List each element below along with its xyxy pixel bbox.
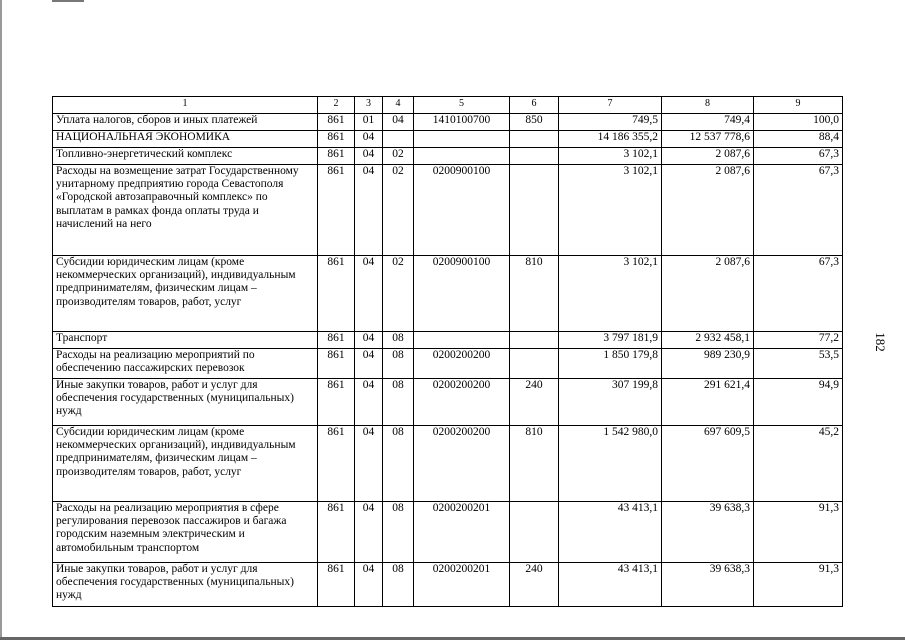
cell-actual: 749,4 — [662, 114, 754, 131]
col-header-7: 7 — [559, 97, 662, 114]
cell-actual: 291 621,4 — [662, 379, 754, 426]
cell-ved: 861 — [318, 148, 355, 165]
cell-planned: 3 102,1 — [559, 256, 662, 332]
cell-planned: 14 186 355,2 — [559, 131, 662, 148]
cell-razdel: 04 — [355, 426, 383, 502]
row-name: Расходы на реализацию мероприятий по обеспечению пассажирских перевозок — [53, 349, 318, 379]
cell-podrazdel: 02 — [383, 256, 414, 332]
col-header-2: 2 — [318, 97, 355, 114]
table-row — [53, 165, 843, 256]
cell-ved: 861 — [318, 502, 355, 563]
col-header-8: 8 — [662, 97, 754, 114]
cell-vr — [510, 349, 559, 379]
cell-planned: 307 199,8 — [559, 379, 662, 426]
cell-percent: 77,2 — [754, 332, 843, 349]
cell-planned: 749,5 — [559, 114, 662, 131]
cell-csr — [414, 131, 510, 148]
cell-percent: 91,3 — [754, 502, 843, 563]
cell-csr: 0200200200 — [414, 379, 510, 426]
row-name: НАЦИОНАЛЬНАЯ ЭКОНОМИКА — [53, 131, 318, 148]
cell-planned: 43 413,1 — [559, 502, 662, 563]
cell-planned: 3 102,1 — [559, 148, 662, 165]
cell-percent: 53,5 — [754, 349, 843, 379]
cell-percent: 67,3 — [754, 148, 843, 165]
row-name: Уплата налогов, сборов и иных платежей — [53, 114, 318, 131]
cell-actual: 697 609,5 — [662, 426, 754, 502]
cell-vr: 850 — [510, 114, 559, 131]
cell-ved: 861 — [318, 379, 355, 426]
cell-ved: 861 — [318, 349, 355, 379]
top-rule — [52, 0, 84, 2]
cell-podrazdel: 08 — [383, 349, 414, 379]
table-row — [53, 114, 843, 131]
cell-csr: 1410100700 — [414, 114, 510, 131]
col-header-5: 5 — [414, 97, 510, 114]
row-name: Иные закупки товаров, работ и услуг для обеспечения государственных (муниципальных) нужд — [53, 563, 318, 607]
cell-razdel: 04 — [355, 165, 383, 256]
cell-actual: 989 230,9 — [662, 349, 754, 379]
page-number: 182 — [873, 332, 888, 352]
col-header-6: 6 — [510, 97, 559, 114]
cell-csr — [414, 332, 510, 349]
cell-percent: 94,9 — [754, 379, 843, 426]
cell-vr — [510, 131, 559, 148]
col-header-3: 3 — [355, 97, 383, 114]
table-row — [53, 563, 843, 607]
cell-podrazdel: 08 — [383, 563, 414, 607]
row-name: Субсидии юридическим лицам (кроме некоммерческих организаций), индивидуальным предпринимателям, физическим лицам – производителям товаров, работ, услуг — [53, 426, 318, 502]
cell-planned: 3 102,1 — [559, 165, 662, 256]
table-row — [53, 131, 843, 148]
cell-razdel: 04 — [355, 349, 383, 379]
table-row — [53, 349, 843, 379]
cell-csr — [414, 148, 510, 165]
cell-podrazdel: 08 — [383, 332, 414, 349]
cell-podrazdel — [383, 131, 414, 148]
cell-ved: 861 — [318, 114, 355, 131]
cell-razdel: 01 — [355, 114, 383, 131]
cell-percent: 67,3 — [754, 165, 843, 256]
cell-actual: 39 638,3 — [662, 563, 754, 607]
cell-planned: 43 413,1 — [559, 563, 662, 607]
cell-ved: 861 — [318, 332, 355, 349]
cell-actual: 39 638,3 — [662, 502, 754, 563]
cell-csr: 0200200200 — [414, 349, 510, 379]
cell-podrazdel: 02 — [383, 165, 414, 256]
cell-podrazdel: 08 — [383, 379, 414, 426]
table-row — [53, 256, 843, 332]
cell-podrazdel: 08 — [383, 426, 414, 502]
cell-percent: 100,0 — [754, 114, 843, 131]
cell-percent: 45,2 — [754, 426, 843, 502]
row-name: Расходы на возмещение затрат Государственному унитарному предприятию города Севастополя «Городской автозаправочный комплекс» по выплатам в рамках фонда оплаты труда и начислений на него — [53, 165, 318, 256]
cell-ved: 861 — [318, 131, 355, 148]
cell-vr: 810 — [510, 256, 559, 332]
cell-actual: 2 087,6 — [662, 256, 754, 332]
cell-ved: 861 — [318, 165, 355, 256]
cell-podrazdel: 02 — [383, 148, 414, 165]
cell-razdel: 04 — [355, 502, 383, 563]
cell-csr: 0200200201 — [414, 502, 510, 563]
col-header-4: 4 — [383, 97, 414, 114]
cell-razdel: 04 — [355, 256, 383, 332]
cell-percent: 91,3 — [754, 563, 843, 607]
cell-vr: 810 — [510, 426, 559, 502]
cell-ved: 861 — [318, 426, 355, 502]
cell-percent: 67,3 — [754, 256, 843, 332]
row-name: Топливно-энергетический комплекс — [53, 148, 318, 165]
cell-ved: 861 — [318, 563, 355, 607]
cell-actual: 12 537 778,6 — [662, 131, 754, 148]
cell-razdel: 04 — [355, 379, 383, 426]
page-edge — [0, 0, 2, 640]
cell-podrazdel: 04 — [383, 114, 414, 131]
cell-vr — [510, 502, 559, 563]
cell-actual: 2 087,6 — [662, 165, 754, 256]
cell-vr: 240 — [510, 379, 559, 426]
cell-vr — [510, 332, 559, 349]
table-row — [53, 426, 843, 502]
cell-csr: 0200200201 — [414, 563, 510, 607]
cell-razdel: 04 — [355, 148, 383, 165]
cell-actual: 2 087,6 — [662, 148, 754, 165]
col-header-1: 1 — [53, 97, 318, 114]
col-header-9: 9 — [754, 97, 843, 114]
header-row — [53, 97, 843, 114]
budget-table — [52, 96, 843, 607]
row-name: Иные закупки товаров, работ и услуг для обеспечения государственных (муниципальных) нужд — [53, 379, 318, 426]
cell-razdel: 04 — [355, 332, 383, 349]
cell-csr: 0200200200 — [414, 426, 510, 502]
cell-podrazdel: 08 — [383, 502, 414, 563]
cell-vr: 240 — [510, 563, 559, 607]
cell-vr — [510, 148, 559, 165]
cell-csr: 0200900100 — [414, 256, 510, 332]
cell-vr — [510, 165, 559, 256]
table-row — [53, 379, 843, 426]
cell-planned: 1 850 179,8 — [559, 349, 662, 379]
cell-percent: 88,4 — [754, 131, 843, 148]
row-name: Субсидии юридическим лицам (кроме некоммерческих организаций), индивидуальным предпринимателям, физическим лицам – производителям товаров, работ, услуг — [53, 256, 318, 332]
cell-actual: 2 932 458,1 — [662, 332, 754, 349]
cell-ved: 861 — [318, 256, 355, 332]
cell-razdel: 04 — [355, 563, 383, 607]
cell-planned: 1 542 980,0 — [559, 426, 662, 502]
table-row — [53, 502, 843, 563]
cell-planned: 3 797 181,9 — [559, 332, 662, 349]
row-name: Транспорт — [53, 332, 318, 349]
cell-csr: 0200900100 — [414, 165, 510, 256]
table-row — [53, 148, 843, 165]
cell-razdel: 04 — [355, 131, 383, 148]
table-row — [53, 332, 843, 349]
row-name: Расходы на реализацию мероприятия в сфере регулирования перевозок пассажиров и багажа городским наземным электрическим и автомобильным транспортом — [53, 502, 318, 563]
